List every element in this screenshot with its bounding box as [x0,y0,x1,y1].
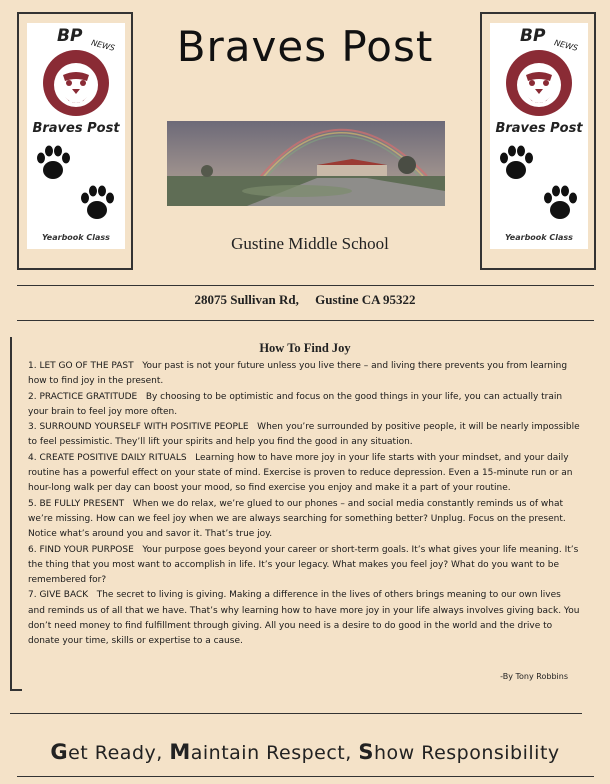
divider [17,285,594,286]
paw-print-icon [77,183,117,223]
article-body [28,359,580,650]
article-item-heading: 4. CREATE POSITIVE DAILY RITUALS [28,452,187,463]
address-street: 28075 Sullivan Rd, [194,292,299,307]
article-item [28,420,580,451]
paw-print-icon [540,183,580,223]
logo-bp-text: BP [57,26,83,46]
logo-name-text: Braves Post [32,121,120,136]
article-item [28,543,580,589]
school-name: Gustine Middle School [231,234,389,253]
article-item-text: Your purpose goes beyond your career or short-term goals. It’s what gives your life meaning. It’s the thing that you most want to accomplish in life. It’s your legacy. What makes you feel joy? What do you want to be remembered for? [28,544,579,586]
school-photo [167,121,445,206]
motto-initial: G [50,740,69,764]
article-bracket [10,337,22,691]
paw-print-icon [496,143,536,183]
divider [10,713,582,714]
article-item-text: The secret to living is giving. Making a difference in the lives of others brings meaning to our own lives and reminds us of all that we have. That’s why learning how to have more joy in your life always involves giving back. You don’t need money to find fulfillment through giving. All you need is a desire to do good in the world and the drive to donate your time, skills or expertise to a cause. [28,590,580,647]
lion-icon [41,45,111,121]
logo-news-text: NEWS [553,38,579,53]
article-item-heading: 3. SURROUND YOURSELF WITH POSITIVE PEOPLE [28,422,249,433]
article-item-text: When we do relax, we’re glued to our phones – and social media constantly reminds us of what we’re missing. How can we feel joy when we are always searching for something better? Unplug. Focus on the present. Notice what’s around you and savor it. That’s true joy. [28,498,566,540]
lion-icon [504,45,574,121]
article-item-text: Learning how to have more joy in your life starts with your mindset, and your daily routine has a powerful effect on your state of mind. Exercise is proven to reduce depression. Even a 15-minute run or an hour-long walk per day can boost your mood, so find exercise you enjoy and make it a part of your routine. [28,452,573,494]
article-item-heading: 7. GIVE BACK [28,590,89,601]
logo-class-text: Yearbook Class [42,233,110,242]
article-item-heading: 1. LET GO OF THE PAST [28,361,134,371]
motto-text: et Ready, [68,742,170,764]
braves-post-logo [490,23,588,249]
article-item [28,390,580,421]
masthead-title: Braves Post [176,22,434,71]
article-item [28,497,580,543]
school-address [0,292,610,308]
article-item-heading: 5. BE FULLY PRESENT [28,498,125,509]
motto-initial: S [358,740,374,764]
divider [17,776,594,777]
motto-text: how Responsibility [373,742,560,764]
article-item [28,588,580,649]
article-item-text: By choosing to be optimistic and focus on the good things in your life, you can actually train your brain to feel joy more often. [28,391,563,417]
left-logo-frame [17,12,133,270]
divider [17,320,594,321]
logo-name-text: Braves Post [495,121,583,136]
article-item [28,451,580,497]
article-item-heading: 2. PRACTICE GRATITUDE [28,391,138,402]
paw-print-icon [33,143,73,183]
article-byline: -By Tony Robbins [500,672,568,681]
article-item-text: Your past is not your future unless you live there – and living there prevents you from learning how to find joy in the present. [28,361,568,387]
motto-initial: M [169,740,191,764]
article-item-heading: 6. FIND YOUR PURPOSE [28,544,134,555]
motto-text: aintain Respect, [190,742,359,764]
logo-news-text: NEWS [90,38,116,53]
school-motto [0,740,610,764]
logo-bp-text: BP [520,26,546,46]
braves-post-logo [27,23,125,249]
logo-class-text: Yearbook Class [505,233,573,242]
right-logo-frame [480,12,596,270]
article-item [28,359,580,390]
article-title: How To Find Joy [259,341,351,355]
article-item-text: When you’re surrounded by positive people, it will be nearly impossible to feel pessimistic. They’ll lift your spirits and help you find the good in any situation. [28,422,580,448]
address-city: Gustine CA 95322 [315,292,416,307]
